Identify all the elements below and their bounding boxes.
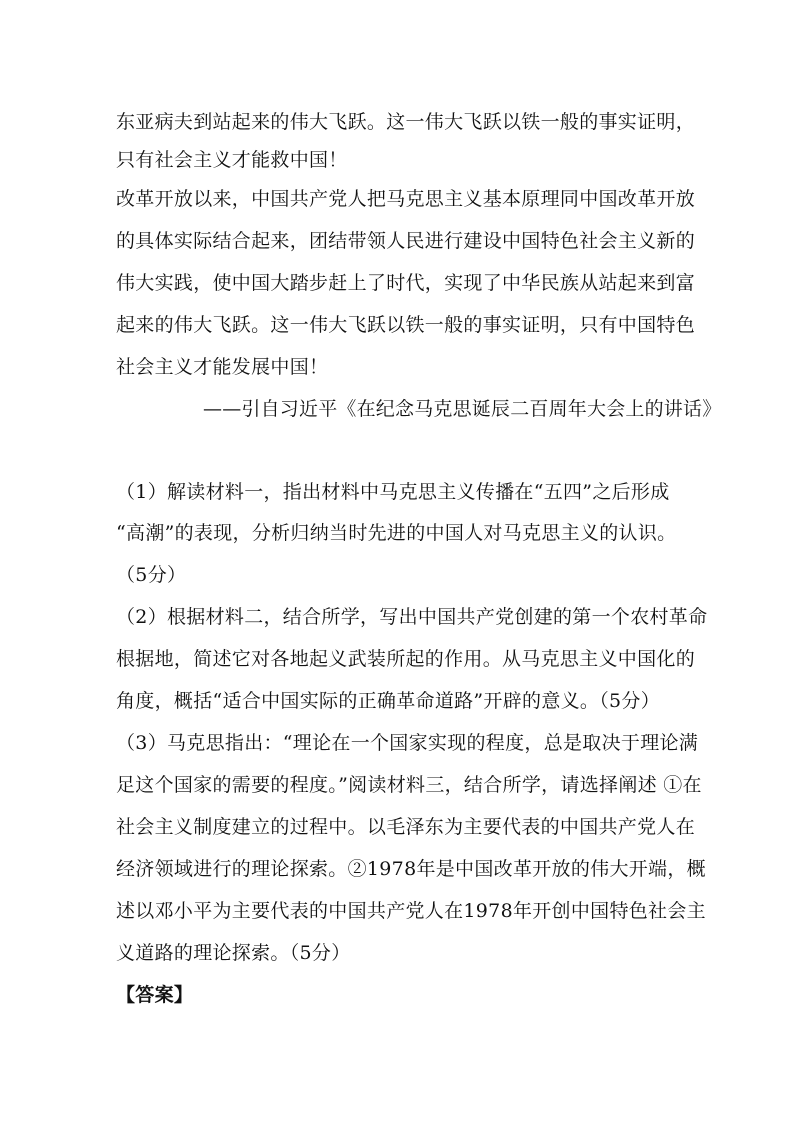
question-2-line: （2）根据材料二，结合所学，写出中国共产党创建的第一个农村革命 [116, 606, 708, 628]
question-3-line: 足这个国家的需要的程度。”阅读材料三，结合所学，请选择阐述 ①在 [116, 774, 702, 796]
question-1-line: “高潮”的表现，分析归纳当时先进的中国人对马克思主义的认识。 [116, 522, 677, 544]
question-2-line: 角度，概括“适合中国实际的正确革命道路”开辟的意义。（5分） [116, 690, 661, 712]
passage-line: 改革开放以来，中国共产党人把马克思主义基本原理同中国改革开放 [116, 188, 696, 210]
passage-line: 起来的伟大飞跃。这一伟大飞跃以铁一般的事实证明，只有中国特色 [116, 314, 696, 336]
passage-line: 只有社会主义才能救中国！ [116, 149, 348, 171]
passage-line: 东亚病夫到站起来的伟大飞跃。这一伟大飞跃以铁一般的事实证明， [116, 111, 696, 133]
passage-line: 伟大实践，使中国大踏步赶上了时代，实现了中华民族从站起来到富 [116, 272, 696, 294]
answer-heading: 【答案】 [116, 984, 194, 1006]
question-2-line: 根据地，简述它对各地起义武装所起的作用。从马克思主义中国化的 [116, 648, 696, 670]
passage-line: 的具体实际结合起来，团结带领人民进行建设中国特色社会主义新的 [116, 230, 696, 252]
question-3-line: 经济领域进行的理论探索。②1978年是中国改革开放的伟大开端，概 [116, 858, 706, 880]
question-1-score: （5分） [116, 564, 187, 586]
source-citation: ——引自习近平《在纪念马克思诞辰二百周年大会上的讲话》 [203, 398, 722, 420]
question-3-line: 社会主义制度建立的过程中。以毛泽东为主要代表的中国共产党人在 [116, 816, 696, 838]
question-3-line: 义道路的理论探索。（5分） [116, 942, 351, 964]
question-3-line: 述以邓小平为主要代表的中国共产党人在1978年开创中国特色社会主 [116, 900, 706, 922]
question-1-line: （1）解读材料一，指出材料中马克思主义传播在“五四”之后形成 [116, 481, 670, 503]
passage-line: 社会主义才能发展中国！ [116, 356, 329, 378]
question-3-line: （3）马克思指出：“理论在一个国家实现的程度，总是取决于理论满 [116, 732, 699, 754]
